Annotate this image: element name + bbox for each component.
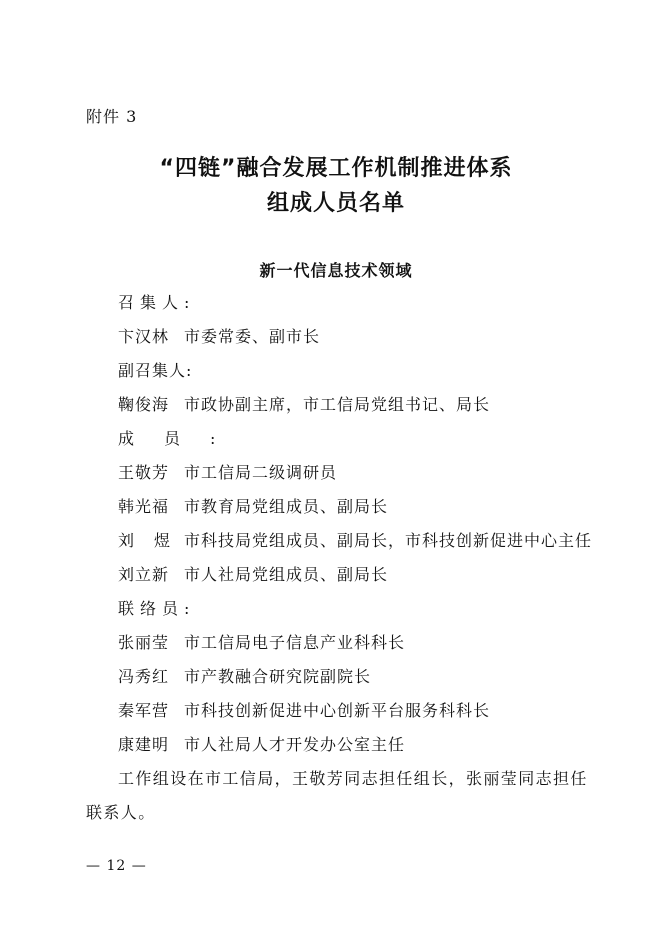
member-entry xyxy=(118,495,388,519)
liaison-entry xyxy=(118,665,371,689)
member-name: 张丽莹 xyxy=(118,633,170,652)
liaisons-label: 联络员: xyxy=(118,599,196,618)
member-name: 韩光福 xyxy=(118,497,170,516)
convener-entry xyxy=(118,325,320,349)
note-line-1: 工作组设在市工信局，王敬芳同志担任组长，张丽莹同志担任 xyxy=(118,769,588,788)
member-position: 市产教融合研究院副院长 xyxy=(184,667,372,686)
document-title-line-1: “四链”融合发展工作机制推进体系 xyxy=(159,156,513,181)
page-number: — 12 — xyxy=(86,858,147,874)
member-entry xyxy=(118,461,337,485)
member-position: 市人社局党组成员、副局长 xyxy=(184,565,389,584)
members-label: 成员: xyxy=(118,429,246,448)
deputy-convener-label: 副召集人: xyxy=(118,361,193,380)
note-line-2: 联系人。 xyxy=(86,803,156,822)
member-name: 刘立新 xyxy=(118,565,170,584)
member-name: 康建明 xyxy=(118,735,170,754)
member-position: 市工信局电子信息产业科科长 xyxy=(184,633,406,652)
member-name: 王敬芳 xyxy=(118,463,170,482)
section-title: 新一代信息技术领域 xyxy=(259,261,413,280)
member-position: 市科技创新促进中心创新平台服务科科长 xyxy=(184,701,491,720)
liaisons-label-row xyxy=(118,597,195,621)
convener-label-row xyxy=(118,291,195,315)
member-entry xyxy=(118,529,592,553)
member-name: 冯秀红 xyxy=(118,667,170,686)
member-position: 市政协副主席，市工信局党组书记、局长 xyxy=(184,395,491,414)
member-position: 市科技局党组成员、副局长，市科技创新促进中心主任 xyxy=(184,531,593,550)
liaison-entry xyxy=(118,699,490,723)
member-name: 鞠俊海 xyxy=(118,395,170,414)
members-label-row xyxy=(118,427,245,451)
deputy-convener-entry xyxy=(118,393,490,417)
member-name: 刘煜 xyxy=(118,531,191,550)
liaison-entry xyxy=(118,631,405,655)
member-position: 市委常委、副市长 xyxy=(184,327,321,346)
deputy-convener-label-row xyxy=(118,359,192,383)
member-name: 秦军营 xyxy=(118,701,170,720)
convener-label: 召集人: xyxy=(118,293,196,312)
liaison-entry xyxy=(118,733,405,757)
member-entry xyxy=(118,563,388,587)
member-name: 卞汉林 xyxy=(118,327,170,346)
member-position: 市人社局人才开发办公室主任 xyxy=(184,735,406,754)
working-group-note xyxy=(86,762,586,830)
document-title-line-2: 组成人员名单 xyxy=(266,191,405,216)
attachment-label: 附件 3 xyxy=(86,107,138,126)
member-position: 市教育局党组成员、副局长 xyxy=(184,497,389,516)
member-position: 市工信局二级调研员 xyxy=(184,463,338,482)
